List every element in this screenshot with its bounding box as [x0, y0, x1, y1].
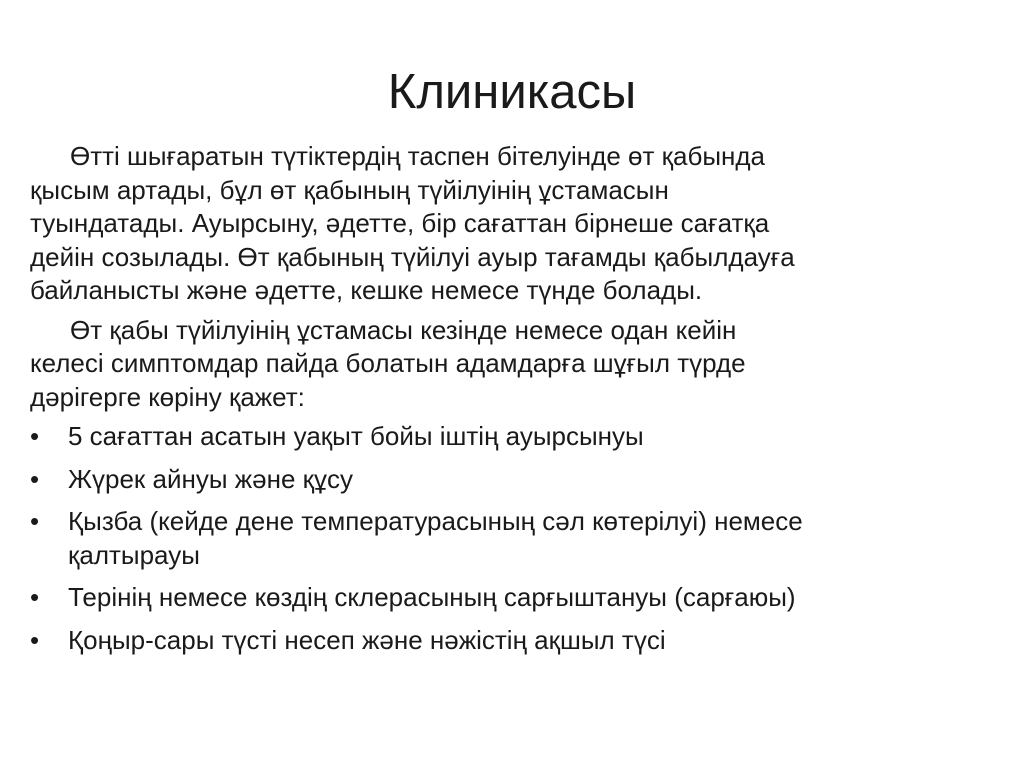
paragraph-line: Өт қабы түйілуінің ұстамасы кезінде немесе одан кейін	[70, 314, 737, 345]
list-item	[30, 581, 1010, 615]
list-item	[30, 624, 1010, 658]
bullet-dot-icon: •	[30, 506, 40, 536]
paragraph-line: келесі симптомдар пайда болатын адамдарға шұғыл түрде	[30, 348, 746, 378]
paragraph-line: дейін созылады. Өт қабының түйілуі ауыр тағамды қабылдауға	[30, 241, 795, 272]
paragraph-line: дәрігерге көріну қажет:	[30, 381, 305, 412]
list-item	[30, 420, 1010, 454]
paragraph-line: туындатады. Ауырсыну, әдетте, бір сағаттан бірнеше сағатқа	[30, 208, 770, 238]
bullet-dot-icon: •	[30, 624, 40, 655]
list-item-text: Жүрек айнуы және құсу	[68, 463, 354, 494]
list-item	[30, 463, 1010, 497]
list-item-text: Қызба (кейде дене температурасының сәл көтерілуі) немесе	[68, 506, 803, 536]
slide-title: Клиникасы	[387, 65, 637, 119]
paragraph-line: қысым артады, бұл өт қабының түйілуінің ұстамасын	[30, 174, 669, 205]
symptom-list	[30, 420, 1010, 657]
paragraph-line: байланысты және әдетте, кешке немесе түнде болады.	[30, 275, 703, 305]
bullet-dot-icon: •	[30, 421, 40, 451]
bullet-dot-icon: •	[30, 463, 40, 494]
paragraph-1	[30, 140, 1010, 308]
list-item-text: Қоңыр-сары түсті несеп және нәжістің ақшыл түсі	[68, 624, 666, 655]
list-item-text: қалтырауы	[68, 539, 200, 570]
list-item	[30, 505, 1010, 572]
bullet-dot-icon: •	[30, 582, 40, 612]
paragraph-2	[30, 314, 1010, 415]
list-item-text: Терінің немесе көздің склерасының сарғыштануы (сарғаюы)	[68, 582, 796, 612]
list-item-text: 5 сағаттан асатын уақыт бойы іштің ауырсынуы	[68, 421, 644, 451]
paragraph-line: Өтті шығаратын түтіктердің таспен бітелуінде өт қабында	[70, 141, 766, 171]
slide-body	[30, 140, 1010, 666]
